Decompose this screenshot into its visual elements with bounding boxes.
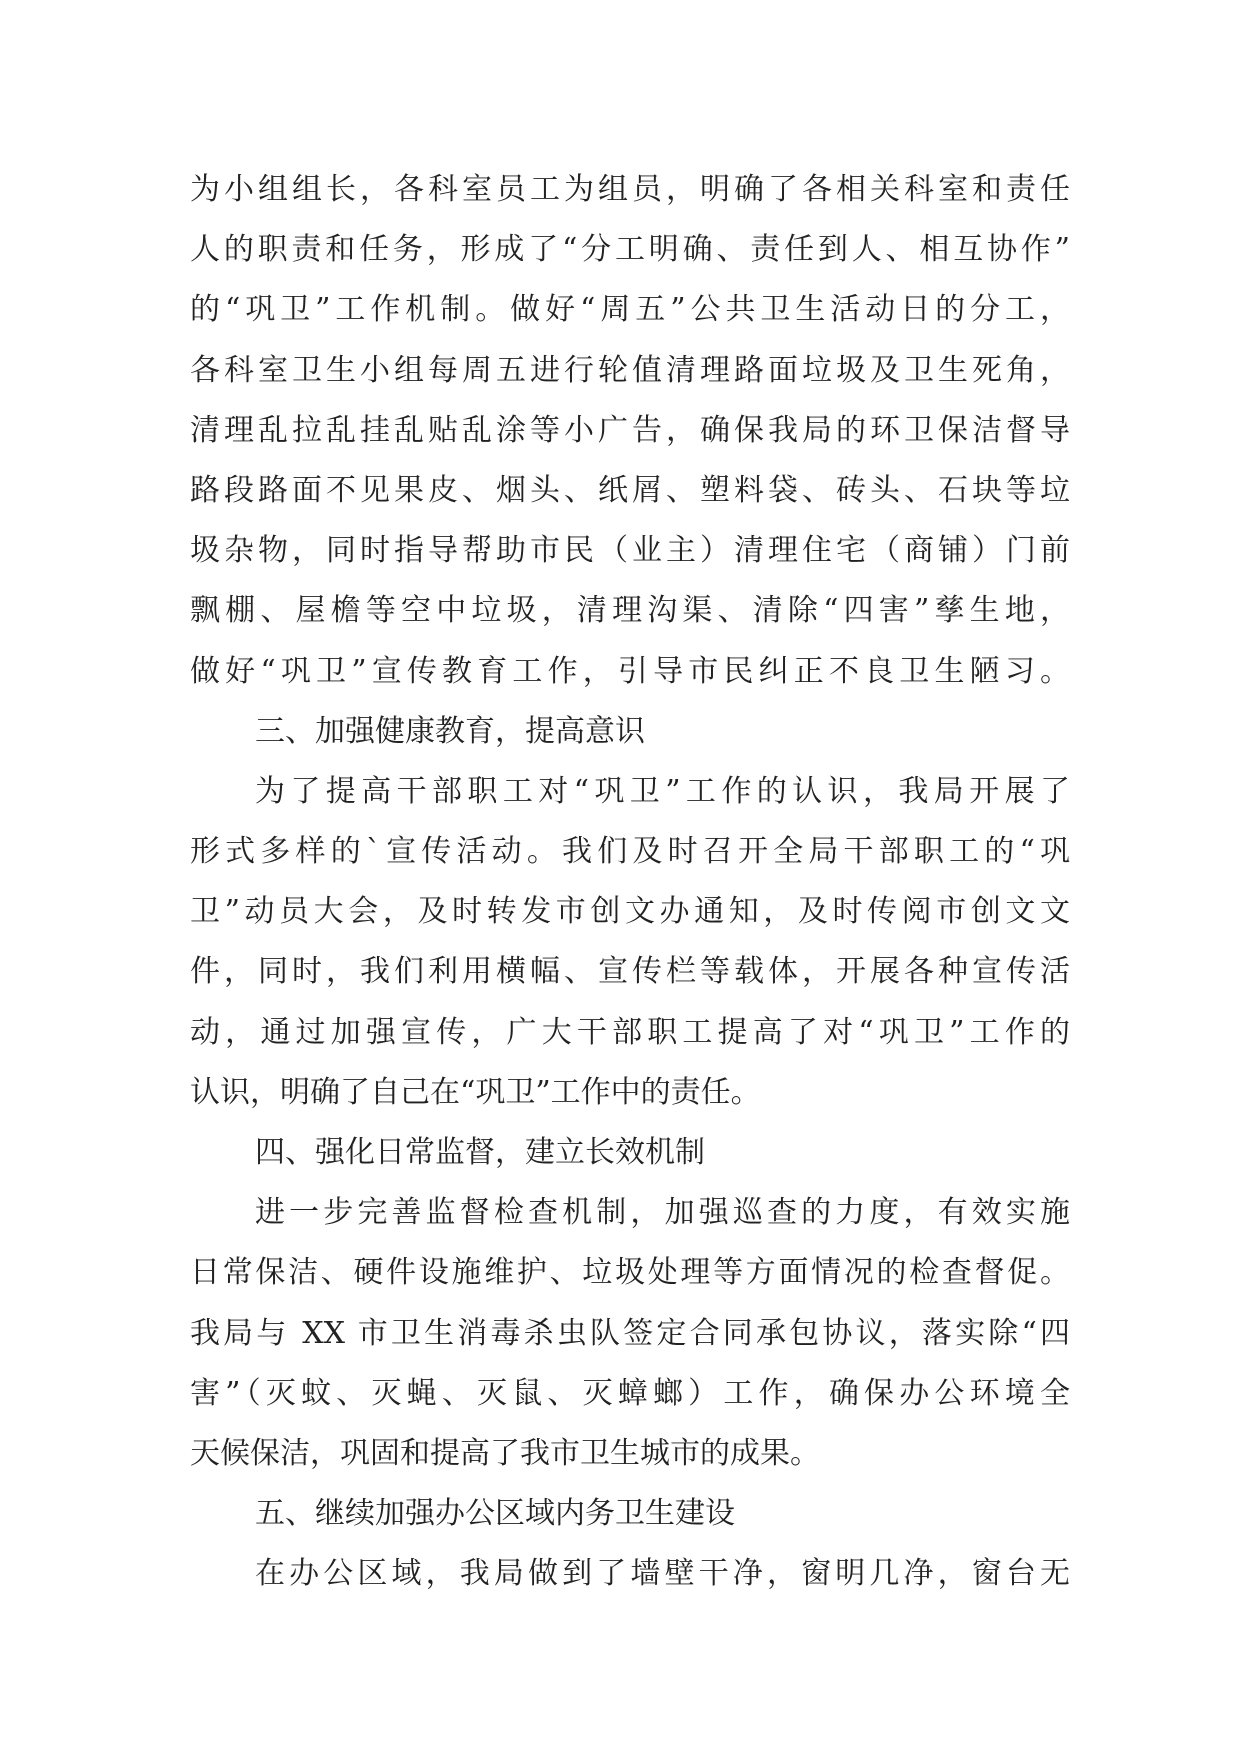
text-line: 的“巩卫”工作机制。做好“周五”公共卫生活动日的分工， xyxy=(190,292,1070,328)
text-line: 天候保洁，巩固和提高了我市卫生城市的成果。 xyxy=(190,1435,820,1471)
text-line: 飘棚、屋檐等空中垃圾，清理沟渠、清除“四害”孳生地， xyxy=(190,593,1070,629)
text-line: 害”（灭蚊、灭蝇、灭鼠、灭蟑螂）工作，确保办公环境全 xyxy=(190,1375,1070,1411)
document-body xyxy=(190,160,1070,1605)
text-line: 做好“巩卫”宣传教育工作，引导市民纠正不良卫生陋习。 xyxy=(190,653,1070,689)
text-line: 圾杂物，同时指导帮助市民（业主）清理住宅（商铺）门前 xyxy=(190,533,1070,569)
text-line: 四、强化日常监督，建立长效机制 xyxy=(255,1135,705,1170)
text-line: 人的职责和任务，形成了“分工明确、责任到人、相互协作” xyxy=(190,232,1070,268)
text-line: 卫”动员大会，及时转发市创文办通知，及时传阅市创文文 xyxy=(190,894,1070,930)
text-line: 为了提高干部职工对“巩卫”工作的认识，我局开展了 xyxy=(255,773,1070,809)
text-line: 我局与 XX 市卫生消毒杀虫队签定合同承包协议，落实除“四 xyxy=(190,1315,1070,1351)
text-line: 进一步完善监督检查机制，加强巡查的力度，有效实施 xyxy=(255,1195,1070,1231)
text-line: 日常保洁、硬件设施维护、垃圾处理等方面情况的检查督促。 xyxy=(190,1255,1070,1291)
text-line: 在办公区域，我局做到了墙壁干净，窗明几净，窗台无 xyxy=(255,1556,1070,1592)
text-line: 形式多样的`宣传活动。我们及时召开全局干部职工的“巩 xyxy=(190,834,1070,870)
text-line: 清理乱拉乱挂乱贴乱涂等小广告，确保我局的环卫保洁督导 xyxy=(190,412,1070,448)
text-line: 为小组组长，各科室员工为组员，明确了各相关科室和责任 xyxy=(190,172,1070,207)
text-line: 路段路面不见果皮、烟头、纸屑、塑料袋、砖头、石块等垃 xyxy=(190,472,1070,508)
text-line: 件，同时，我们利用横幅、宣传栏等载体，开展各种宣传活 xyxy=(190,954,1070,990)
text-line: 动，通过加强宣传，广大干部职工提高了对“巩卫”工作的 xyxy=(190,1014,1070,1050)
text-line: 各科室卫生小组每周五进行轮值清理路面垃圾及卫生死角， xyxy=(190,352,1070,388)
text-line: 五、继续加强办公区域内务卫生建设 xyxy=(255,1496,735,1532)
text-line: 认识，明确了自己在“巩卫”工作中的责任。 xyxy=(190,1074,761,1110)
text-line: 三、加强健康教育，提高意识 xyxy=(255,713,645,749)
